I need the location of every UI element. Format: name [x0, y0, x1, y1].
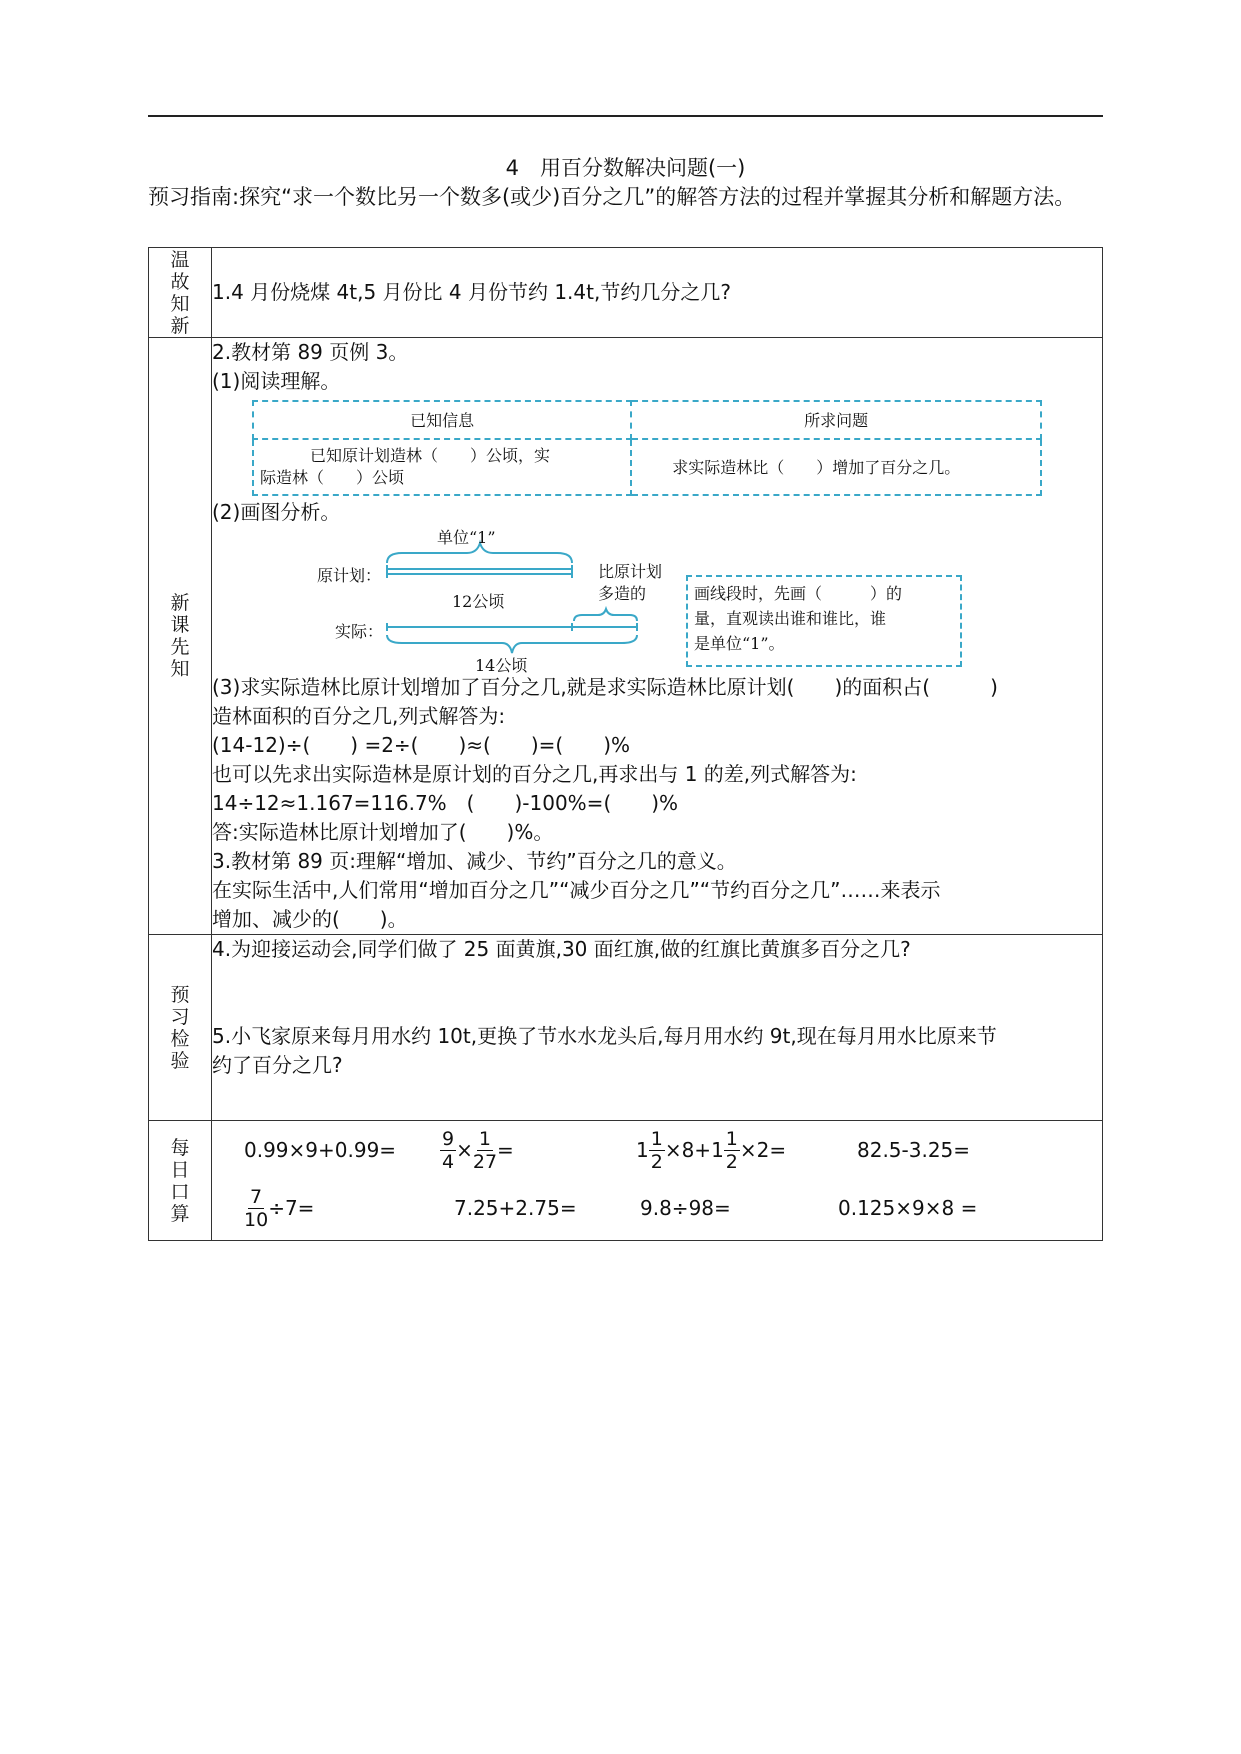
question-5-line-1: 5.小飞家原来每月用水约 10t,更换了节水水龙头后,每月用水约 9t,现在每月用水比原来节	[212, 1024, 997, 1048]
calc-6: 7.25+2.75=	[454, 1196, 577, 1220]
ask-info: 求实际造林比（ ）增加了百分之几。	[631, 439, 1041, 495]
question-3-line-2: 增加、减少的( )。	[212, 907, 408, 931]
step-3-line-3: (14-12)÷( ) =2÷( )≈( )=( )%	[212, 733, 631, 757]
step-3-line-1: (3)求实际造林比原计划增加了百分之几,就是求实际造林比原计划( )的面积占( )	[212, 675, 998, 699]
tip-line-2: 量，直观读出谁和谁比，谁	[694, 609, 887, 628]
row-check	[149, 935, 1103, 1121]
step-3-line-2: 造林面积的百分之几,列式解答为:	[212, 704, 506, 728]
more-label-2: 多造的	[598, 584, 647, 603]
tip-line-3: 是单位“1”。	[694, 634, 785, 653]
actual-value: 14公顷	[475, 656, 528, 675]
calc-row-1	[212, 1121, 1102, 1179]
calc-3: 1 $\frac{1}{2}$ ×8+1 $\frac{1}{2}$ ×2=	[636, 1127, 787, 1173]
calc-2: $\frac{9}{4}$ × $\frac{1}{27}$ =	[442, 1127, 514, 1173]
tip-line-1: 画线段时，先画（ ）的	[694, 584, 903, 603]
step-1: (1)阅读理解。	[212, 369, 341, 393]
reading-table	[252, 400, 1042, 496]
plan-label: 原计划：	[317, 566, 382, 585]
step-3-line-5: 14÷12≈1.167=116.7% ( )-100%=( )%	[212, 791, 679, 815]
question-1: 1.4 月份烧煤 4t,5 月份比 4 月份节约 1.4t,节约几分之几?	[212, 280, 731, 304]
header-rule	[148, 115, 1103, 117]
more-brace	[574, 609, 637, 621]
label-review: 温故知新	[149, 248, 212, 338]
known-line-1: 已知原计划造林（ ）公顷，实	[310, 446, 551, 465]
drawing-tip-box	[686, 575, 962, 667]
step-3-answer: 答:实际造林比原计划增加了( )%。	[212, 820, 554, 844]
calc-1: 0.99×9+0.99=	[244, 1138, 397, 1162]
plan-value: 12公顷	[452, 592, 505, 611]
more-label-1: 比原计划	[598, 562, 663, 581]
new-cell	[212, 338, 1103, 935]
calc-7: 9.8÷98=	[640, 1196, 731, 1220]
question-3: 3.教材第 89 页:理解“增加、减少、节约”百分之几的意义。	[212, 849, 737, 873]
more-label	[598, 561, 662, 605]
calc-5: $\frac{7}{10}$ ÷7=	[244, 1185, 315, 1231]
calc-row-2	[212, 1179, 1102, 1237]
known-header: 已知信息	[253, 401, 631, 439]
label-new: 新课先知	[149, 338, 212, 935]
review-cell	[212, 248, 1103, 338]
ask-header: 所求问题	[631, 401, 1041, 439]
question-2: 2.教材第 89 页例 3。	[212, 340, 409, 364]
page-title: 4 用百分数解决问题(一)	[505, 156, 746, 180]
calc-8: 0.125×9×8 =	[838, 1196, 978, 1220]
question-5-line-2: 约了百分之几?	[212, 1053, 343, 1077]
label-check: 预习检验	[149, 935, 212, 1121]
unit-one-label: 单位“1”	[437, 528, 496, 547]
question-4: 4.为迎接运动会,同学们做了 25 面黄旗,30 面红旗,做的红旗比黄旗多百分之几?	[212, 937, 911, 961]
step-3-line-4: 也可以先求出实际造林是原计划的百分之几,再求出与 1 的差,列式解答为:	[212, 762, 857, 786]
segment-diagram	[212, 523, 1102, 673]
known-info	[253, 439, 631, 495]
worksheet-table	[148, 247, 1103, 1241]
step-2: (2)画图分析。	[212, 500, 341, 524]
known-line-2: 际造林（ ）公顷	[260, 468, 405, 487]
actual-label: 实际：	[335, 622, 384, 641]
question-3-line-1: 在实际生活中,人们常用“增加百分之几”“减少百分之几”“节约百分之几”……来表示	[212, 878, 941, 902]
calc-4: 82.5-3.25=	[857, 1138, 971, 1162]
check-cell	[212, 935, 1103, 1121]
preview-guide: 预习指南:探究“求一个数比另一个数多(或少)百分之几”的解答方法的过程并掌握其分析和解题方法。	[148, 185, 1076, 209]
daily-cell	[212, 1121, 1103, 1241]
row-daily	[149, 1121, 1103, 1241]
label-daily: 每日口算	[149, 1121, 212, 1241]
row-new	[149, 338, 1103, 935]
row-review	[149, 248, 1103, 338]
